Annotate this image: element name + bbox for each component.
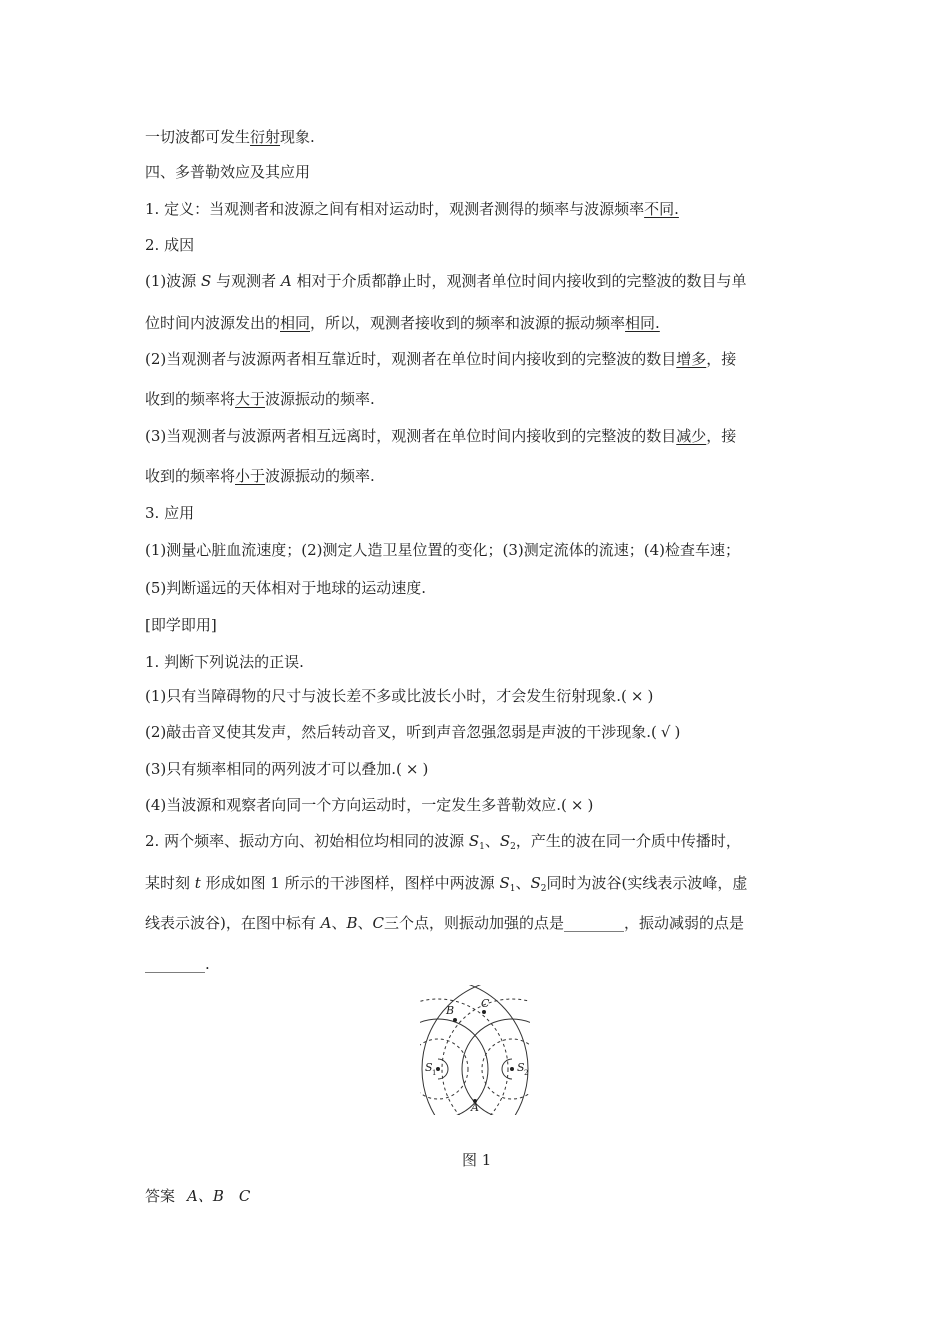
text: 位时间内波源发出的 — [145, 314, 281, 332]
symbol: B — [346, 914, 358, 932]
symbol: S — [468, 832, 480, 850]
cause-heading: 2. 成因 — [145, 236, 195, 254]
judgment-item — [145, 722, 680, 742]
text: (2)当观测者与波源两者相互靠近时，观测者在单位时间内接收到的完整波的数目 — [145, 350, 677, 368]
text: (4)当波源和观察者向同一个方向运动时，一定发生多普勒效应.( — [145, 796, 567, 814]
underlined-answer: 不同. — [644, 200, 679, 218]
text: 、 — [357, 914, 373, 932]
text: 、 — [484, 832, 500, 850]
text: 同时为波谷(实线表示波峰，虚 — [546, 874, 748, 892]
figure-caption: 图 1 — [462, 1151, 492, 1169]
text: (1)只有当障碍物的尺寸与波长差不多或比波长小时，才会发生衍射现象.( — [145, 687, 627, 705]
text: 、 — [331, 914, 347, 932]
source-s1-dot — [436, 1067, 440, 1071]
application-line: (5)判断遥远的天体相对于地球的运动速度. — [145, 579, 427, 597]
crest-circle — [420, 985, 528, 1115]
s2-wavefronts — [422, 985, 530, 1115]
source-s1-label: S — [425, 1061, 433, 1074]
symbol: A — [280, 272, 292, 290]
underlined-answer: 大于 — [235, 390, 266, 408]
interference-figure — [420, 985, 530, 1115]
question2-line3 — [145, 913, 744, 933]
text: 三个点，则振动加强的点是________，振动减弱的点是 — [384, 914, 745, 932]
text-line — [145, 127, 315, 147]
judgment-item — [145, 686, 653, 706]
underlined-answer: 相同. — [625, 314, 660, 332]
text: 收到的频率将 — [145, 467, 236, 485]
point-c-dot — [482, 1010, 486, 1014]
answer-line — [145, 1186, 250, 1206]
point-b-dot — [453, 1018, 457, 1022]
judgment-item — [145, 795, 593, 815]
text: 波源振动的频率. — [265, 390, 375, 408]
text: (2)敲击音叉使其发声，然后转动音叉，听到声音忽强忽弱是声波的干涉现象.( — [145, 723, 657, 741]
cause3-line1 — [145, 426, 736, 446]
text: 现象. — [280, 128, 315, 146]
text: 线表示波谷)，在图中标有 — [145, 914, 321, 932]
question2-line1 — [145, 831, 741, 857]
text: 1. 定义：当观测者和波源之间有相对运动时，观测者测得的频率与波源频率 — [145, 200, 645, 218]
text: (1)波源 — [145, 272, 202, 290]
underlined-answer: 增多 — [676, 350, 707, 368]
subscript: 1 — [509, 884, 516, 894]
symbol: A — [320, 914, 332, 932]
text: ) — [587, 796, 594, 814]
text: ，接 — [706, 427, 737, 445]
crest-circle — [422, 985, 530, 1115]
question1-title: 1. 判断下列说法的正误. — [145, 653, 304, 671]
application-heading: 3. 应用 — [145, 504, 195, 522]
symbol: S — [499, 874, 510, 892]
judgment-item — [145, 759, 428, 779]
text: ，产生的波在同一介质中传播时， — [515, 832, 741, 850]
text: 一切波都可发生 — [145, 128, 251, 146]
text: 与观测者 — [211, 272, 281, 290]
practice-heading: [即学即用] — [145, 616, 217, 634]
point-a-label: A — [471, 1101, 479, 1114]
symbol: t — [194, 874, 201, 892]
underlined-answer: 衍射 — [250, 128, 281, 146]
cause2-line1 — [145, 349, 736, 369]
text: (3)当观测者与波源两者相互远离时，观测者在单位时间内接收到的完整波的数目 — [145, 427, 677, 445]
text: 某时刻 — [145, 874, 195, 892]
symbol: C — [372, 914, 385, 932]
cause2-line2 — [145, 389, 375, 409]
cause3-line2 — [145, 466, 375, 486]
text: ) — [674, 723, 681, 741]
cross-mark: × — [405, 760, 419, 778]
text: 相对于介质都静止时，观测者单位时间内接收到的完整波的数目与单 — [291, 272, 747, 290]
question2-line4: ________. — [145, 955, 210, 973]
symbol: S — [201, 272, 212, 290]
underlined-answer: 相同 — [280, 314, 311, 332]
subscript: 1 — [479, 842, 485, 852]
underlined-answer: 减少 — [676, 427, 707, 445]
text: 、 — [515, 874, 531, 892]
definition-line — [145, 199, 679, 219]
answer-value: A、B C — [187, 1187, 251, 1205]
question2-line2 — [145, 873, 747, 899]
text: 2. 两个频率、振动方向、初始相位均相同的波源 — [145, 832, 469, 850]
point-b-label: B — [446, 1004, 455, 1017]
text: ，接 — [706, 350, 737, 368]
s1-wavefronts — [420, 985, 528, 1115]
text: 收到的频率将 — [145, 390, 236, 408]
symbol: S — [499, 832, 511, 850]
source-s2-label: S — [517, 1061, 525, 1074]
text: 形成如图 1 所示的干涉图样，图样中两波源 — [200, 874, 500, 892]
answer-label: 答案 — [145, 1187, 176, 1205]
text: (3)只有频率相同的两列波才可以叠加.( — [145, 760, 402, 778]
text: 波源振动的频率. — [265, 467, 375, 485]
cause1-line2 — [145, 313, 660, 333]
source-s2-subscript: 2 — [524, 1069, 529, 1077]
cause1-line1 — [145, 271, 746, 291]
point-c-label: C — [481, 997, 490, 1010]
trough-circle — [420, 999, 508, 1115]
check-mark: √ — [660, 723, 671, 741]
interference-diagram — [420, 985, 530, 1115]
symbol: S — [530, 874, 541, 892]
application-line: (1)测量心脏血流速度；(2)测定人造卫星位置的变化；(3)测定流体的流速；(4)检查车速； — [145, 541, 740, 559]
source-s1-subscript: 1 — [432, 1069, 437, 1077]
subscript: 2 — [510, 842, 516, 852]
cross-mark: × — [630, 687, 644, 705]
text: ，所以，观测者接收到的频率和波源的振动频率 — [310, 314, 626, 332]
underlined-answer: 小于 — [235, 467, 266, 485]
cross-mark: × — [570, 796, 584, 814]
text: ) — [647, 687, 654, 705]
section-title: 四、多普勒效应及其应用 — [145, 163, 311, 181]
subscript: 2 — [540, 884, 547, 894]
trough-circle — [442, 999, 530, 1115]
text: ) — [422, 760, 429, 778]
source-s2-dot — [510, 1067, 514, 1071]
